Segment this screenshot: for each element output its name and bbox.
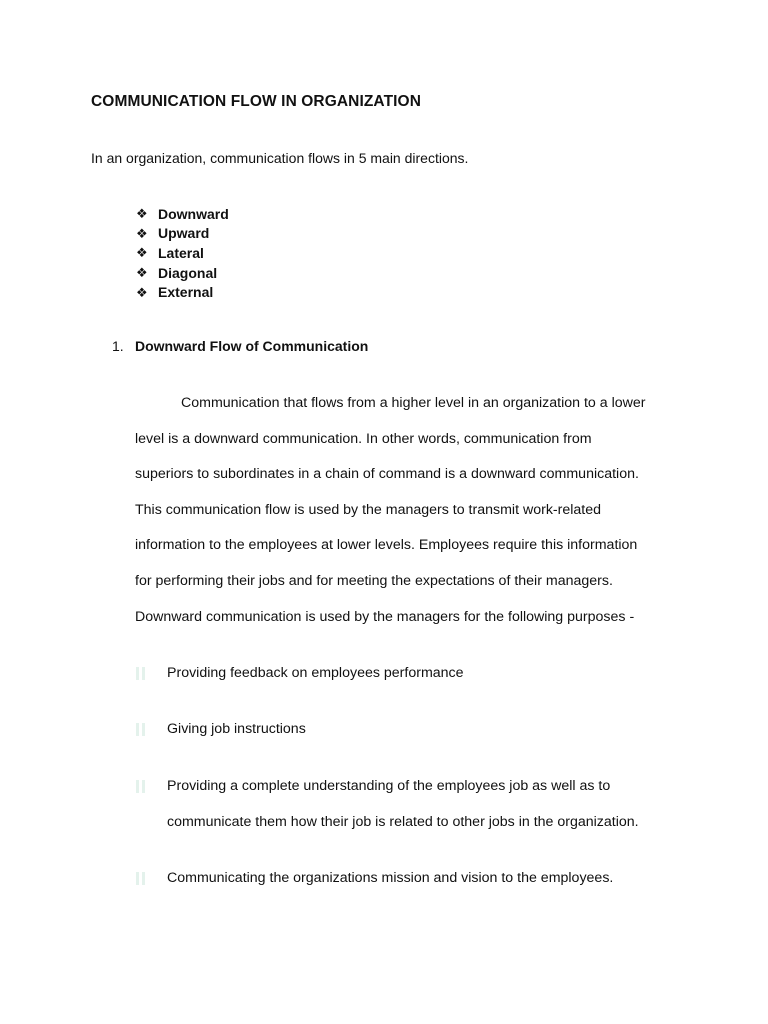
page-title: COMMUNICATION FLOW IN ORGANIZATION: [91, 93, 422, 110]
section-heading-text: Downward Flow of Communication: [135, 338, 369, 354]
paragraph-line: This communication flow is used by the managers to transmit work-related: [135, 501, 602, 518]
purpose-item: Giving job instructions: [135, 711, 306, 747]
paragraph-line: Communication that flows from a higher level in an organization to a lower: [181, 395, 646, 411]
diamond-bullet-icon: ❖: [136, 284, 148, 300]
missing-glyph-bullet-icon: [135, 872, 146, 885]
list-item: ❖ Upward: [136, 225, 210, 242]
paragraph-line: Downward communication is used by the managers for the following purposes -: [135, 608, 635, 625]
missing-glyph-bullet-icon: [135, 667, 146, 680]
missing-glyph-bullet-icon: [135, 723, 146, 736]
list-item: ❖ Lateral: [136, 244, 204, 261]
diamond-bullet-icon: ❖: [136, 225, 148, 241]
list-item: ❖ External: [136, 284, 214, 301]
diamond-bullet-icon: ❖: [136, 206, 148, 222]
paragraph-line: information to the employees at lower levels. Employees require this information: [135, 537, 638, 554]
list-item: ❖ Downward: [136, 205, 229, 222]
paragraph-line: level is a downward communication. In other words, communication from: [135, 430, 592, 447]
paragraph-line: superiors to subordinates in a chain of command is a downward communication.: [135, 466, 639, 483]
purpose-item: Providing a complete understanding of the employees job as well as to communicate them how their job is related to other jobs in the organization.: [135, 768, 639, 840]
purpose-item: Providing feedback on employees performance: [135, 655, 464, 691]
list-item: ❖ Diagonal: [136, 264, 218, 281]
diamond-bullet-icon: ❖: [136, 245, 148, 261]
body-paragraph: [135, 386, 695, 635]
section-number: 1.: [112, 338, 124, 354]
section-heading: [112, 338, 368, 354]
diamond-bullet-icon: ❖: [136, 265, 148, 281]
intro-text: In an organization, communication flows in 5 main directions.: [91, 150, 469, 166]
directions-list: [136, 204, 229, 302]
missing-glyph-bullet-icon: [135, 780, 146, 793]
purpose-item: Communicating the organizations mission and vision to the employees.: [135, 860, 613, 896]
paragraph-line: for performing their jobs and for meeting the expectations of their managers.: [135, 572, 613, 589]
